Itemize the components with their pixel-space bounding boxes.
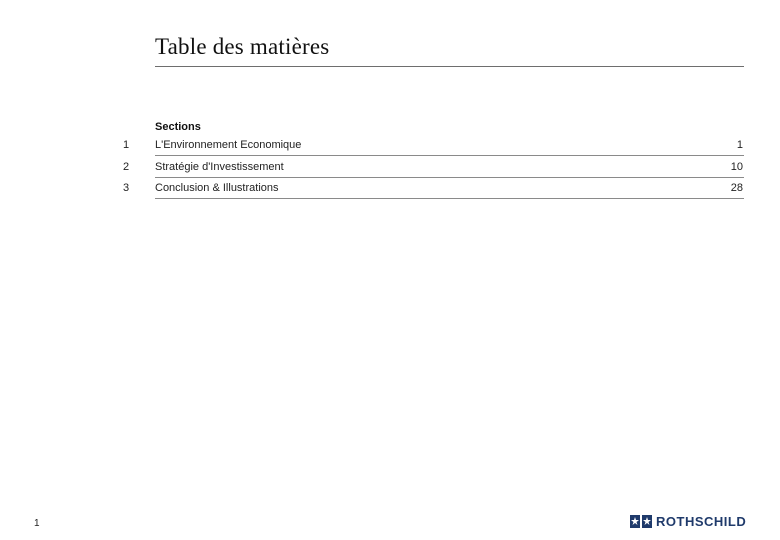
toc-section-number: 3 bbox=[123, 182, 130, 194]
title-divider bbox=[155, 66, 744, 67]
toc-page-number: 28 bbox=[730, 182, 743, 194]
page-title: Table des matières bbox=[155, 34, 330, 59]
logo-text: ROTHSCHILD bbox=[656, 514, 747, 529]
toc-page-number: 1 bbox=[736, 139, 743, 151]
toc-row[interactable] bbox=[120, 135, 744, 157]
rothschild-emblem-icon bbox=[630, 515, 652, 528]
toc-row[interactable] bbox=[120, 178, 744, 200]
table-of-contents bbox=[120, 135, 744, 200]
toc-entry bbox=[155, 178, 744, 199]
footer-page-number: 1 bbox=[34, 518, 40, 529]
toc-section-number: 1 bbox=[123, 139, 130, 151]
toc-page-number: 10 bbox=[730, 160, 743, 173]
toc-entry bbox=[155, 135, 744, 156]
toc-row[interactable] bbox=[120, 157, 744, 179]
sections-heading: Sections bbox=[155, 121, 201, 133]
rothschild-logo bbox=[630, 515, 746, 528]
toc-entry bbox=[155, 157, 744, 178]
toc-section-title[interactable]: L'Environnement Economique bbox=[155, 139, 302, 151]
toc-section-title[interactable]: Stratégie d'Investissement bbox=[155, 160, 284, 173]
toc-section-title[interactable]: Conclusion & Illustrations bbox=[155, 182, 279, 194]
toc-section-number: 2 bbox=[123, 160, 130, 173]
